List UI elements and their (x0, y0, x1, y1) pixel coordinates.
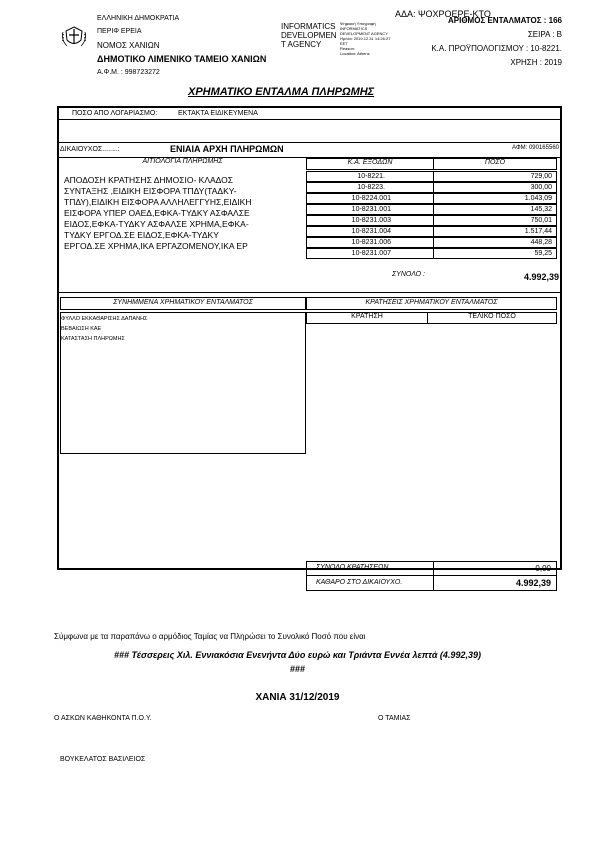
mandate-number: ΑΡΙΘΜΟΣ ΕΝΤΑΛΜΑΤΟΣ : 166 (448, 16, 562, 25)
col-reason-header: ΑΙΤΙΟΛΟΓΙΑ ΠΛΗΡΩΜΗΣ (142, 158, 223, 165)
header-prefecture: ΝΟΜΟΣ ΧΑΝΙΩΝ (97, 41, 160, 50)
reason-line: ΣΥΝΤΑΞΗΣ ,ΕΙΔΙΚΗ ΕΙΣΦΟΡΑ ΤΠΔΥ(ΤΑΔΚΥ- (64, 186, 237, 196)
reason-line: ΑΠΟΔΟΣΗ ΚΡΑΤΗΣΗΣ ΔΗΜΟΣΙΟ- ΚΛΑΔΟΣ (64, 175, 234, 185)
budget-code: Κ.Α. ΠΡΟΫΠΟΛΟΓΙΣΜΟΥ : 10-8221. (431, 44, 562, 53)
expense-amount: 750,01 (530, 217, 552, 224)
col-code-header: Κ.Α. ΕΞΟΔΩΝ (347, 159, 393, 166)
attachment-item: ΚΑΤΑΣΤΑΣΗ ΠΛΗΡΩΜΗΣ (61, 336, 125, 342)
signature-org-line2: DEVELOPMEN (281, 31, 337, 40)
table-row-amount (433, 182, 557, 193)
expense-amount: 300,00 (530, 184, 552, 191)
place-date: ΧΑΝΙΑ 31/12/2019 (255, 692, 340, 703)
signature-detail-2: INFORMATICS (340, 26, 368, 31)
net-label: ΚΑΘΑΡΟ ΣΤΟ ΔΙΚΑΙΟΥΧΟ. (316, 579, 403, 586)
expense-amount: 1.043,09 (524, 195, 552, 202)
beneficiary-label: ΔΙΚΑΙΟΥΧΟΣ........: (60, 146, 120, 153)
expense-amount: 59,25 (534, 250, 552, 257)
table-row-code (306, 248, 434, 259)
beneficiary-name: ΕΝΙΑΙΑ ΑΡΧΗ ΠΛΗΡΩΜΩΝ (170, 144, 284, 154)
table-row-amount (433, 248, 557, 259)
header-organization: ΔΗΜΟΤΙΚΟ ΛΙΜΕΝΙΚΟ ΤΑΜΕΙΟ ΧΑΝΙΩΝ (97, 54, 267, 64)
amount-hashes: ### (289, 664, 306, 674)
beneficiary-afm: ΑΦΜ: 090165560 (512, 145, 559, 151)
header-region: ΠΕΡΙΦ ΕΡΕΙΑ (97, 28, 142, 35)
reason-line: ΤΠΔΥ),ΕΙΔΙΚΗ ΕΙΣΦΟΡΑ ΑΛΛΗΛΕΓΓΥΗΣ,ΕΙΔΙΚΗ (64, 197, 252, 207)
expense-code: 10-8231.007 (351, 250, 391, 257)
total-deductions-value: 0,00 (535, 564, 551, 573)
signature-detail-7: Location: Athens (340, 51, 370, 56)
table-row-code (306, 182, 434, 193)
signer-name: ΒΟΥΚΕΛΑΤΟΣ ΒΑΣΙΛΕΙΟΣ (60, 756, 146, 763)
reason-line: ΕΙΣΦΟΡΑ ΥΠΕΡ ΟΑΕΔ,ΕΦΚΑ-ΤΥΔΚΥ ΑΣΦΑΛΣΕ (64, 208, 250, 218)
total-label: ΣΥΝΟΛΟ : (392, 271, 425, 278)
table-row-code (306, 237, 434, 248)
account-value: ΕΚΤΑΚΤΑ ΕΙΔΙΚΕΥΜΕΝΑ (178, 110, 258, 117)
payment-statement: Σύμφωνα με τα παραπάνω ο αρμόδιος Ταμίας να Πληρώσει το Συνολικό Ποσό που είναι (54, 632, 366, 641)
signature-org-line3: T AGENCY (281, 40, 322, 49)
account-label: ΠΟΣΟ ΑΠΟ ΛΟΓΑΡΙΑΣΜΟ: (72, 110, 158, 117)
attachment-item: ΒΕΒΑΙΩΣΗ ΚΑΕ (61, 326, 102, 332)
col-amount-header: ΠΟΣΟ (484, 159, 506, 166)
expense-code: 10-8231.001 (351, 206, 391, 213)
total-deductions-label: ΣΥΝΟΛΟ ΚΡΑΤΗΣΕΩΝ (316, 564, 389, 571)
signatory-right: Ο ΤΑΜΙΑΣ (378, 715, 411, 722)
table-row-code (306, 193, 434, 204)
expense-amount: 145,32 (530, 206, 552, 213)
expense-code: 10-8221. (357, 173, 385, 180)
table-row-amount (433, 226, 557, 237)
table-row-code (306, 204, 434, 215)
mandate-series: ΣΕΙΡΑ : Β (527, 30, 562, 39)
table-row-amount (433, 237, 557, 248)
net-value: 4.992,39 (515, 578, 551, 588)
expense-code: 10-8231.006 (351, 239, 391, 246)
table-row-amount (433, 204, 557, 215)
table-row-code (306, 215, 434, 226)
reason-line: ΕΡΓΟΔ.ΣΕ ΧΡΗΜΑ,ΙΚΑ ΕΡΓΑΖΟΜΕΝΟΥ,ΙΚΑ ΕΡ (64, 241, 248, 251)
expense-code: 10-8223. (357, 184, 385, 191)
fiscal-year: ΧΡΗΣΗ : 2019 (510, 58, 562, 67)
expense-amount: 1.517,44 (524, 228, 552, 235)
signature-org-line1: INFORMATICS (281, 22, 336, 31)
expense-code: 10-8224.001 (351, 195, 391, 202)
signature-detail-5: EET (340, 41, 348, 46)
signature-detail-3: DEVELOPMENT AGENCY (340, 31, 388, 36)
table-row-amount (433, 193, 557, 204)
attachment-item: ΦΥΛΛΟ ΕΚΚΑΘΑΡΙΣΗΣ ΔΑΠΑΝΗΣ (61, 316, 148, 322)
final-col-header: ΤΕΛΙΚΟ ΠΟΣΟ (468, 313, 516, 320)
signature-details (340, 21, 390, 56)
table-row-amount (433, 215, 557, 226)
attachments-list (61, 314, 147, 344)
deductions-header: ΚΡΑΤΗΣΕΙΣ ΧΡΗΜΑΤΙΚΟΥ ΕΝΤΑΛΜΑΤΟΣ (365, 299, 498, 306)
signatory-left: Ο ΑΣΚΩΝ ΚΑΘΗΚΟΝΤΑ Π.Ο.Υ. (54, 715, 152, 722)
table-row-amount (433, 171, 557, 182)
expense-code: 10-8231.004 (351, 228, 391, 235)
table-row-code (306, 171, 434, 182)
deduction-col-header: ΚΡΑΤΗΣΗ (351, 313, 383, 320)
signature-detail-1: Ψηφιακή Υπογραφή (340, 21, 376, 26)
greek-emblem-icon (60, 24, 88, 50)
signature-detail-4: Ημ/νία: 2019.12.31 14:26:27 (340, 36, 391, 41)
header-country: ΕΛΛΗΝΙΚΗ ΔΗΜΟΚΡΑΤΙΑ (97, 15, 180, 22)
page-title: ΧΡΗΜΑΤΙΚΟ ΕΝΤΑΛΜΑ ΠΛΗΡΩΜΗΣ (188, 86, 375, 98)
reason-line: ΕΙΔΟΣ,ΕΦΚΑ-ΤΥΔΚΥ ΑΣΦΑΛΣΕ ΧΡΗΜΑ,ΕΦΚΑ- (64, 219, 249, 229)
amount-in-words: ### Τέσσερεις Χιλ. Εννιακόσια Ενενήντα Δύο ευρώ και Τριάντα Εννέα λεπτά (4.992,39) (114, 650, 481, 660)
total-value: 4.992,39 (523, 272, 559, 282)
attachments-header: ΣΥΝΗΜΜΕΝΑ ΧΡΗΜΑΤΙΚΟΥ ΕΝΤΑΛΜΑΤΟΣ (113, 299, 253, 306)
reason-line: ΤΥΔΚΥ ΕΡΓΟΔ.ΣΕ ΕΙΔΟΣ,ΕΦΚΑ-ΤΥΔΚΥ (64, 230, 219, 240)
expense-amount: 448,28 (530, 239, 552, 246)
payment-reason (64, 175, 251, 252)
expense-amount: 729,00 (530, 173, 552, 180)
signature-detail-6: Reason: (340, 46, 355, 51)
header-afm: Α.Φ.Μ. : 998723272 (97, 69, 160, 76)
expense-code: 10-8231.003 (351, 217, 391, 224)
ada-watermark: ΑΔΑ: ΨΟΧΡΟΕΡΕ-ΚΤΟ (395, 9, 491, 19)
table-row-code (306, 226, 434, 237)
